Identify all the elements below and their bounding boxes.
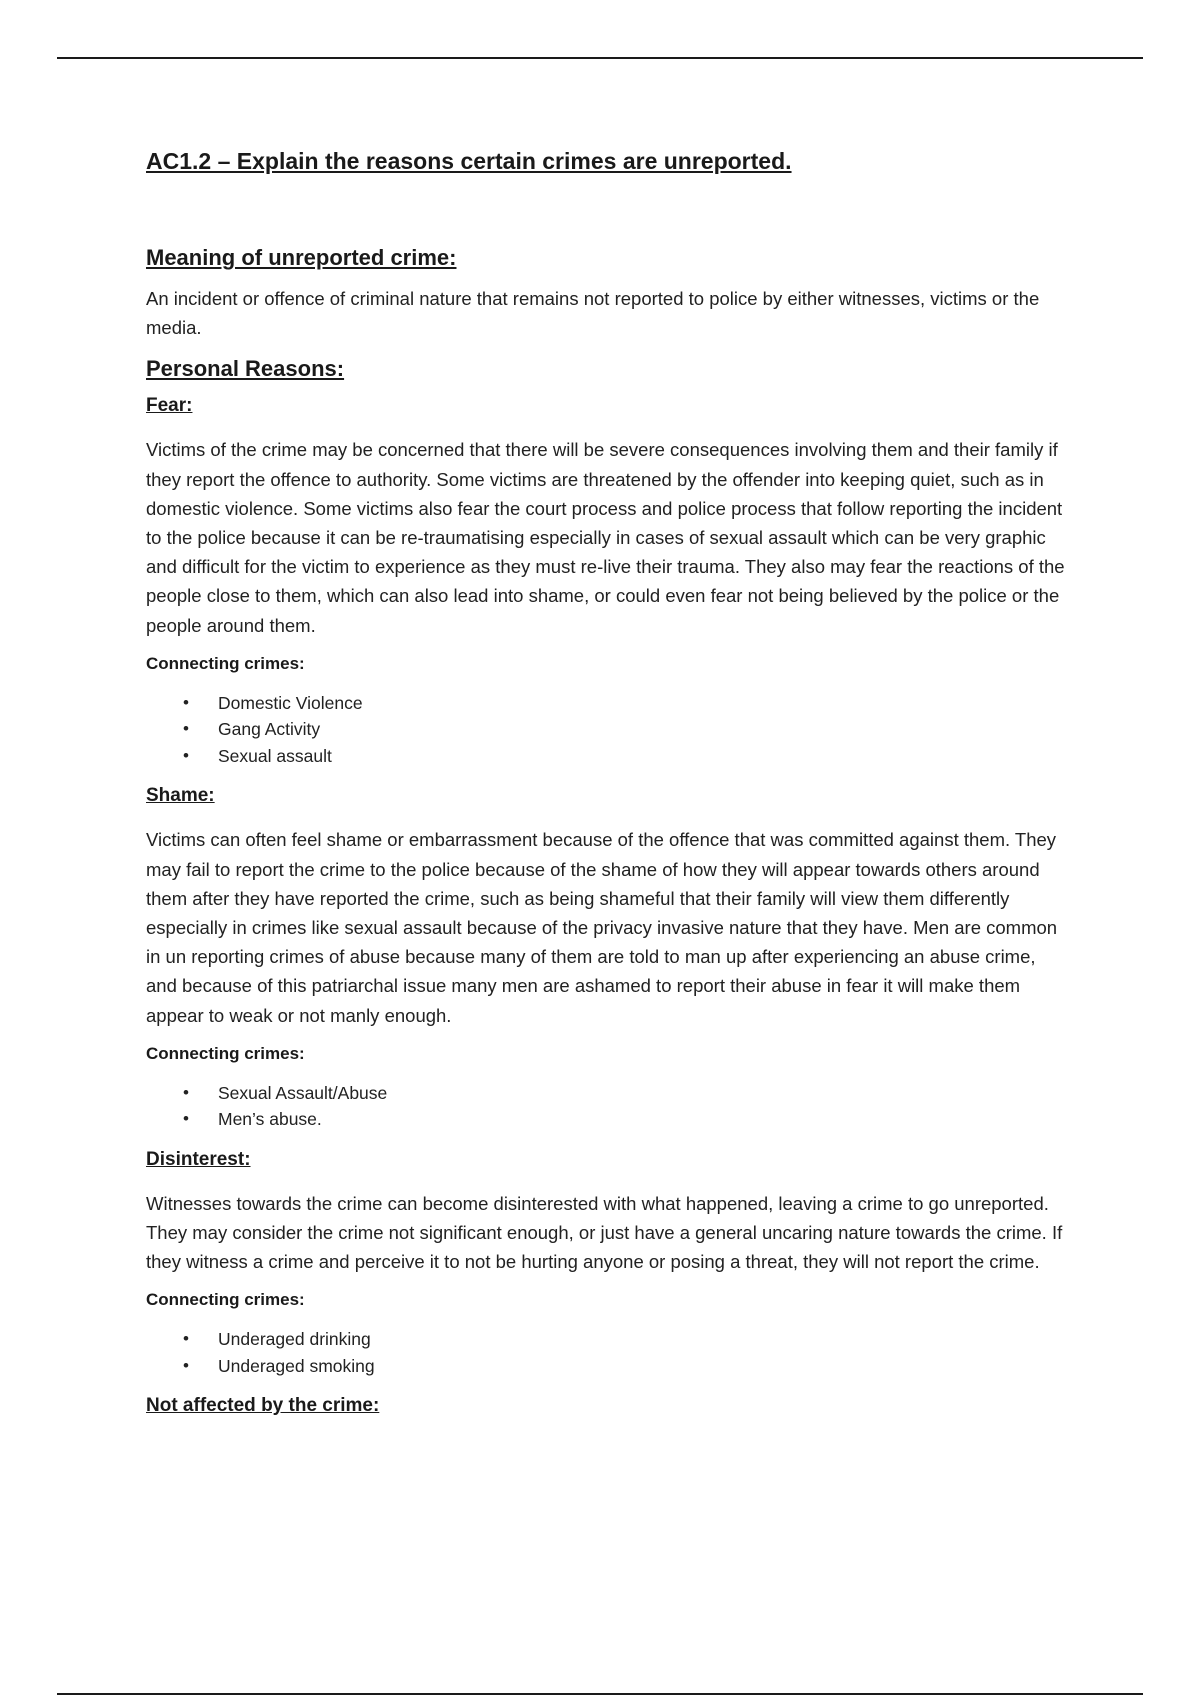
bullet-icon: • [183, 692, 189, 712]
footer-rule [57, 1693, 1143, 1695]
document-body [146, 138, 1066, 1435]
list-item [146, 1353, 1066, 1380]
disinterest-connecting-label: Connecting crimes: [146, 1290, 305, 1310]
list-item-text: Underaged smoking [218, 1355, 375, 1376]
list-item-text: Gang Activity [218, 719, 321, 740]
disinterest-heading: Disinterest: [146, 1148, 251, 1170]
bullet-icon: • [183, 1082, 189, 1102]
bullet-icon: • [183, 719, 189, 739]
fear-heading: Fear: [146, 395, 193, 417]
disinterest-crimes-list [146, 1326, 1066, 1379]
list-item-text: Sexual Assault/Abuse [218, 1082, 388, 1103]
list-item-text: Sexual assault [218, 745, 332, 766]
shame-heading: Shame: [146, 785, 215, 807]
meaning-paragraph: An incident or offence of criminal nature that remains not reported to police by either witnesses, victims or the media. [146, 288, 1040, 339]
fear-connecting-label: Connecting crimes: [146, 653, 305, 673]
not-affected-heading: Not affected by the crime: [146, 1395, 380, 1417]
meaning-heading: Meaning of unreported crime: [146, 245, 457, 270]
list-item [146, 1106, 1066, 1133]
shame-crimes-list [146, 1080, 1066, 1133]
list-item-text: Domestic Violence [218, 692, 363, 713]
shame-paragraph: Victims can often feel shame or embarrassment because of the offence that was committed against them. They may fail to report the crime to the police because of the shame of how they will appear towards others around them after they have reported the crime, such as being shameful that their family will view them differently especially in crimes like sexual assault because of the privacy invasive nature that they have. Men are common in un reporting crimes of abuse because many of them are told to man up after experiencing an abuse crime, and because of this patriarchal issue many men are ashamed to report their abuse in fear it will make them appear to weak or not manly enough. [146, 829, 1058, 1026]
shame-connecting-label: Connecting crimes: [146, 1043, 305, 1063]
header-rule [57, 57, 1143, 59]
list-item [146, 690, 1066, 717]
fear-crimes-list [146, 690, 1066, 770]
personal-reasons-heading: Personal Reasons: [146, 356, 345, 382]
bullet-icon: • [183, 1329, 189, 1349]
bullet-icon: • [183, 1109, 189, 1129]
fear-paragraph: Victims of the crime may be concerned that there will be severe consequences involving them and their family if they report the offence to authority. Some victims are threatened by the offender into keeping quiet, such as in domestic violence. Some victims also fear the court process and police process that follow reporting the incident to the police because it can be re-traumatising especially in cases of sexual assault which can be very graphic and difficult for the victim to experience as they must re-live their trauma. They also may fear the reactions of the people close to them, which can also lead into shame, or could even fear not being believed by the police or the people around them. [146, 439, 1065, 636]
list-item-text: Men’s abuse. [218, 1109, 322, 1130]
disinterest-paragraph: Witnesses towards the crime can become disinterested with what happened, leaving a crime to go unreported. They may consider the crime not significant enough, or just have a general uncaring nature towards the crime. If they witness a crime and perceive it to not be hurting anyone or posing a threat, they will not report the crime. [146, 1192, 1063, 1273]
list-item [146, 1080, 1066, 1107]
list-item [146, 716, 1066, 743]
list-item [146, 743, 1066, 770]
page-title: AC1.2 – Explain the reasons certain crimes are unreported. [146, 148, 792, 174]
list-item [146, 1326, 1066, 1353]
list-item-text: Underaged drinking [218, 1329, 371, 1350]
bullet-icon: • [183, 1355, 189, 1375]
bullet-icon: • [183, 745, 189, 765]
